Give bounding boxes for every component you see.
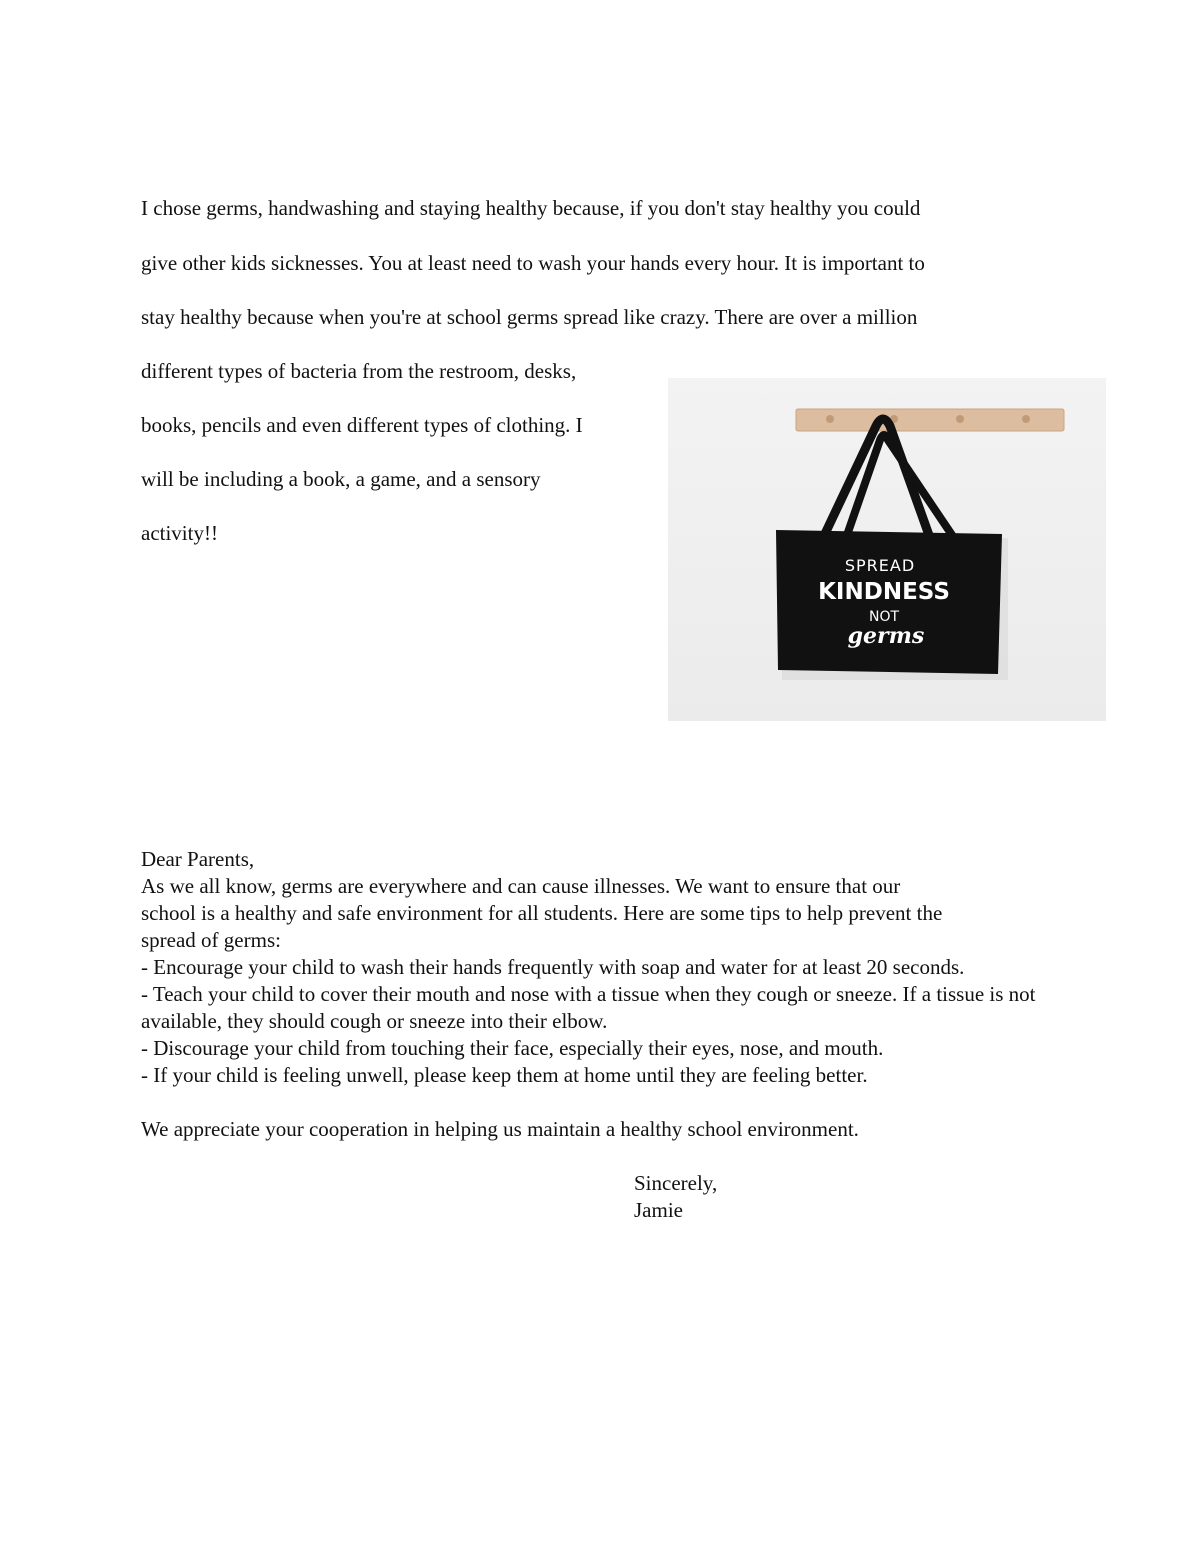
tip-item: - Discourage your child from touching their face, especially their eyes, nose, and mouth.	[141, 1036, 884, 1060]
bag-text-kindness: KINDNESS	[818, 579, 950, 605]
peg-4	[1022, 415, 1030, 423]
letter-closing-note: We appreciate your cooperation in helping us maintain a healthy school environment.	[141, 1117, 859, 1141]
tip-item: - Teach your child to cover their mouth and nose with a tissue when they cough or sneeze. If a tissue is not available, they should cough or sneeze into their elbow.	[141, 982, 1036, 1033]
intro-line-6: will be including a book, a game, and a sensory	[141, 467, 541, 491]
letter-paragraph-line-1: As we all know, germs are everywhere and can cause illnesses. We want to ensure that our	[141, 874, 901, 898]
bag-text-germs: germs	[847, 623, 925, 649]
letter-paragraph-line-3: spread of germs:	[141, 928, 281, 952]
peg-3	[956, 415, 964, 423]
intro-line-1: I chose germs, handwashing and staying healthy because, if you don't stay healthy you could	[141, 196, 921, 220]
letter-paragraph	[141, 873, 1081, 954]
intro-line-3: stay healthy because when you're at school germs spread like crazy. There are over a million	[141, 305, 918, 329]
tip-item: - If your child is feeling unwell, please keep them at home until they are feeling better.	[141, 1063, 868, 1087]
intro-line-5: books, pencils and even different types of clothing. I	[141, 413, 583, 437]
letter-spacer	[141, 1089, 1081, 1116]
tote-bag-illustration	[668, 378, 1106, 721]
bag-text-spread: SPREAD	[844, 556, 916, 575]
letter-paragraph-line-2: school is a healthy and safe environment for all students. Here are some tips to help prevent the	[141, 901, 943, 925]
intro-line-2: give other kids sicknesses. You at least need to wash your hands every hour. It is important to	[141, 251, 925, 275]
letter-valediction: Sincerely,	[634, 1171, 718, 1195]
tip-item: - Encourage your child to wash their hands frequently with soap and water for at least 20 seconds.	[141, 955, 965, 979]
peg-1	[826, 415, 834, 423]
tote-bag-photo	[668, 378, 1106, 721]
letter-signature: Jamie	[634, 1198, 683, 1222]
parent-letter	[141, 846, 1081, 1143]
bag-text-not: NOT	[868, 609, 900, 625]
intro-line-4: different types of bacteria from the restroom, desks,	[141, 359, 577, 383]
intro-line-7: activity!!	[141, 521, 218, 545]
letter-greeting: Dear Parents,	[141, 847, 255, 871]
